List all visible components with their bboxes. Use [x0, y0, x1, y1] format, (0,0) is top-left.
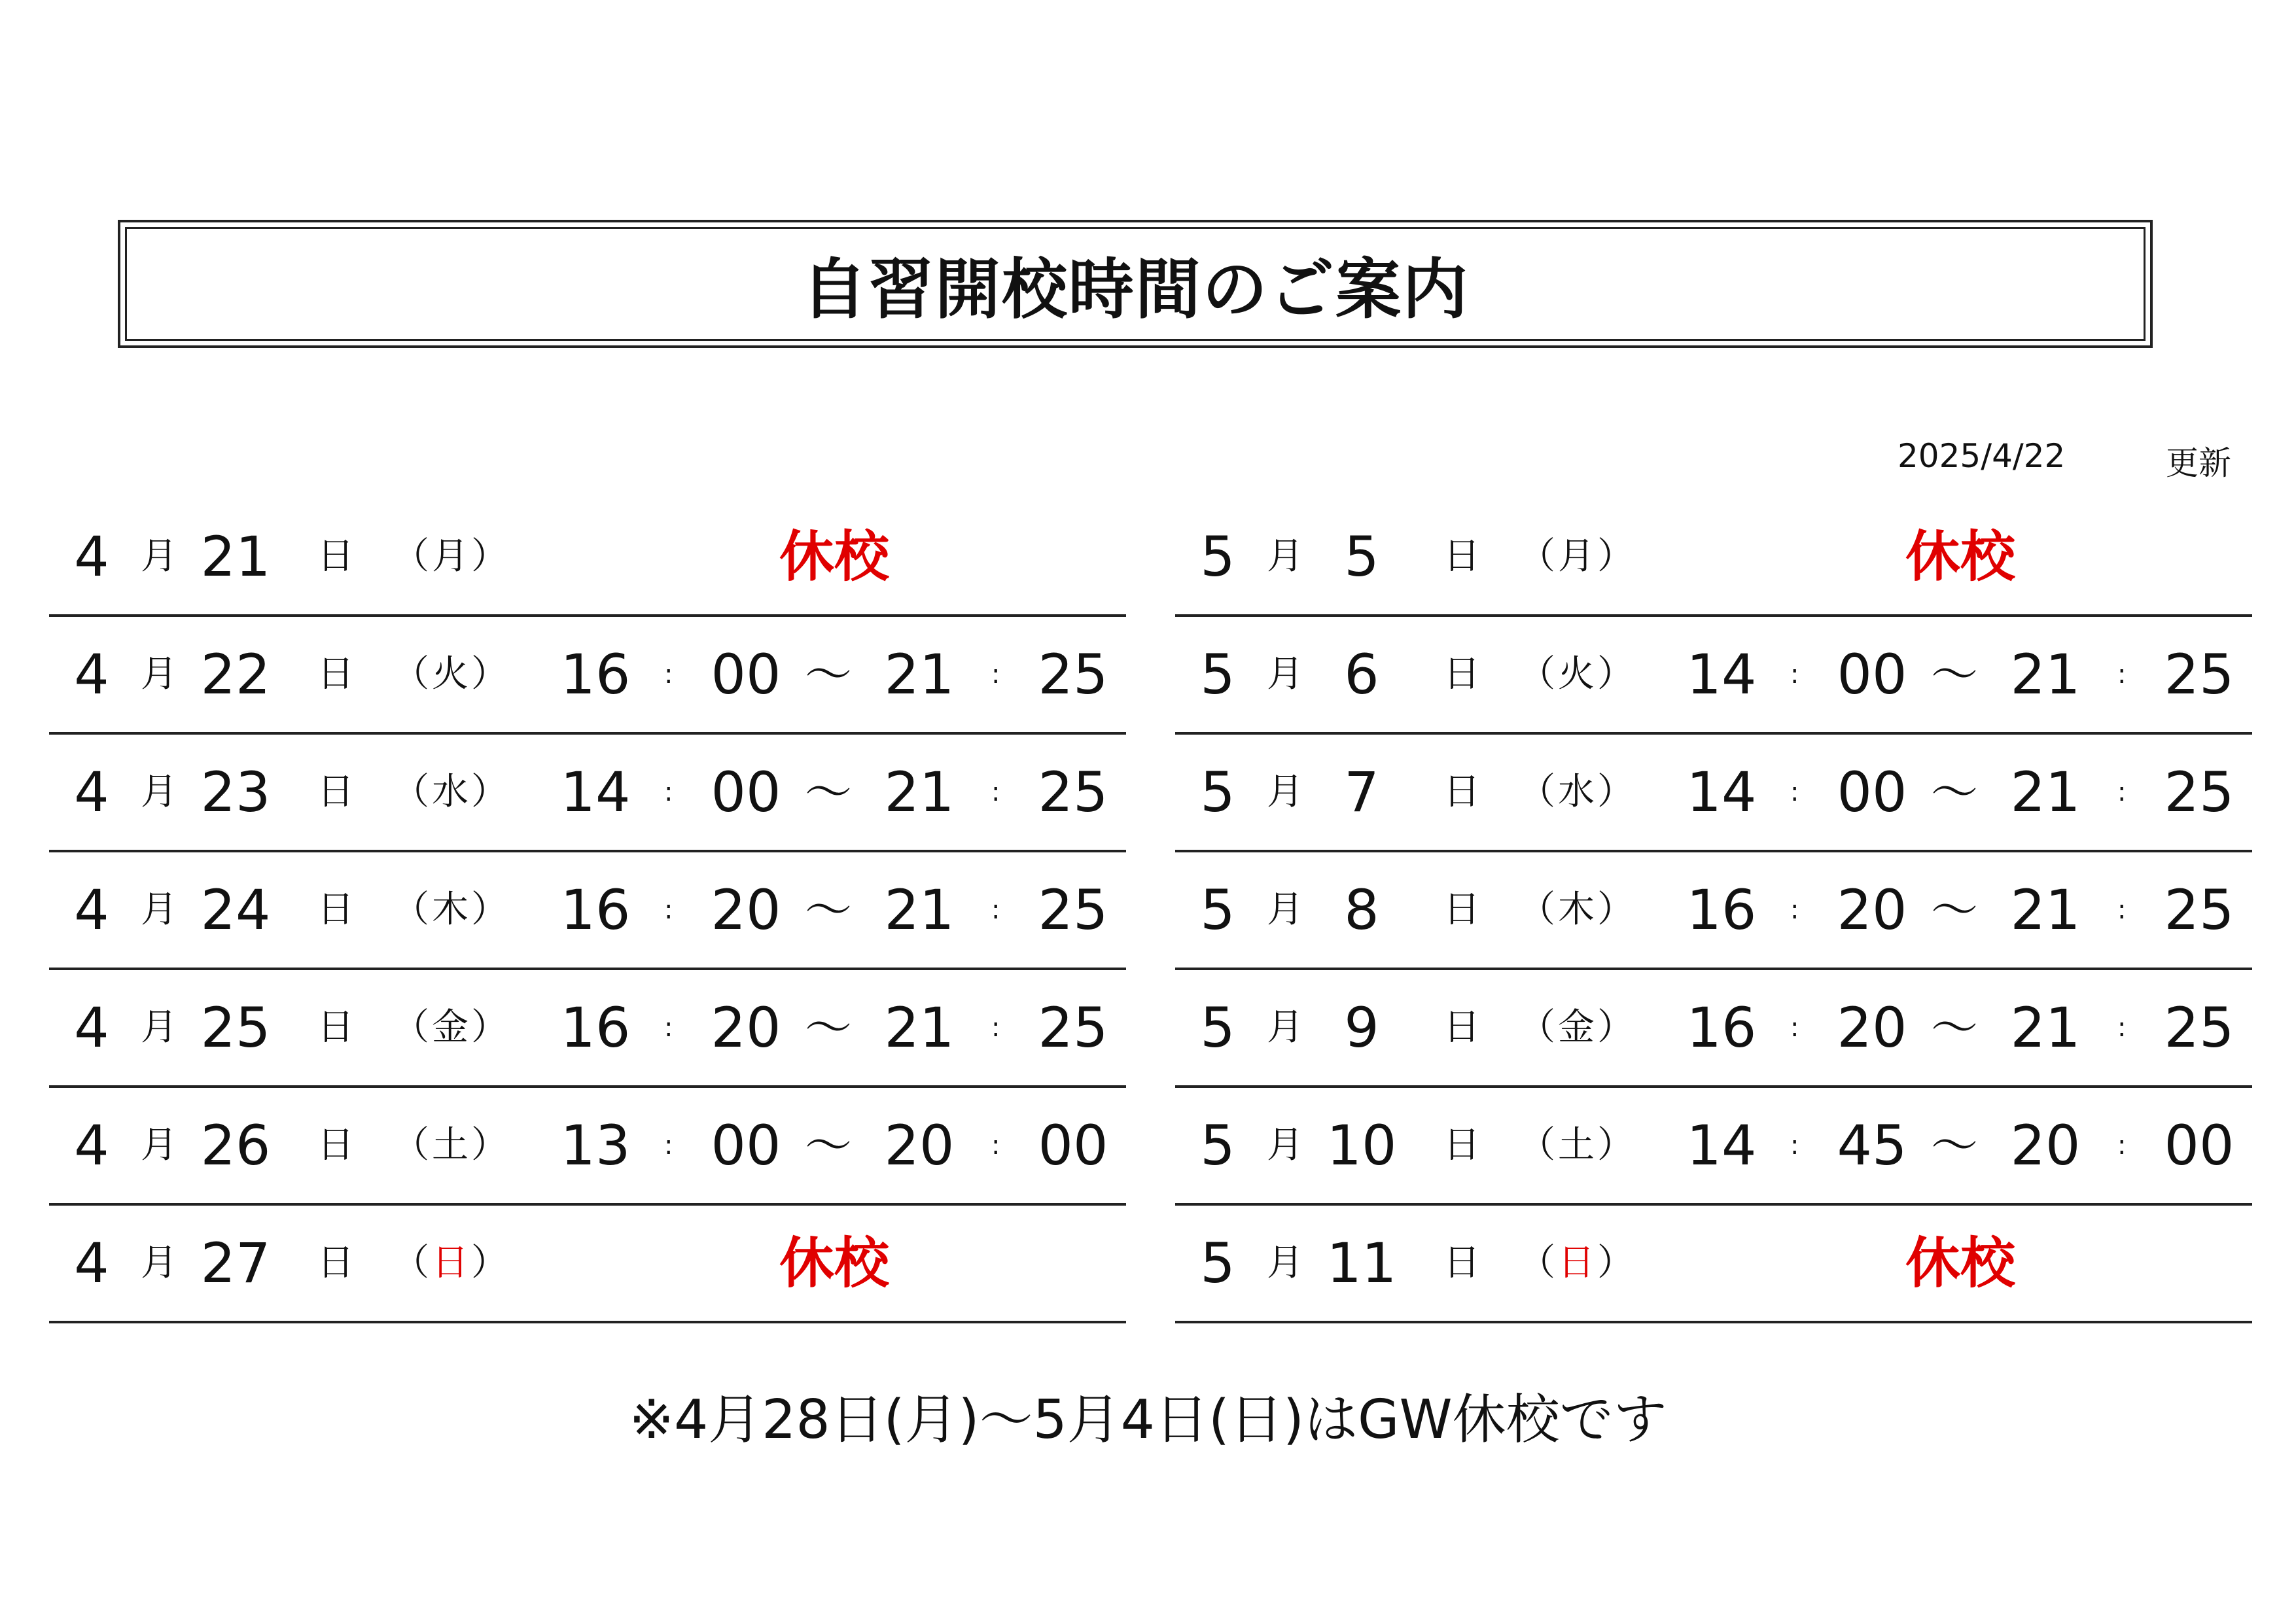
open-hour: 16 — [560, 642, 631, 707]
day-label: 日 — [317, 535, 354, 578]
open-hour: 14 — [1686, 642, 1757, 707]
close-hour: 21 — [2010, 642, 2081, 707]
time-range-separator: ～ — [1931, 1118, 1979, 1173]
page-title: 自習開校時間のご案内 — [802, 251, 1469, 328]
schedule-row — [1175, 735, 2252, 852]
close-hour: 21 — [884, 878, 955, 942]
close-minute: 25 — [2164, 996, 2234, 1060]
schedule-column-may — [1175, 499, 2252, 1323]
day-number: 27 — [200, 1231, 271, 1295]
month-number: 4 — [74, 760, 109, 824]
day-label: 日 — [1443, 1242, 1480, 1284]
close-hour: 21 — [2010, 996, 2081, 1060]
time-colon: : — [2117, 1013, 2127, 1043]
day-label: 日 — [317, 771, 354, 813]
day-label: 日 — [317, 888, 354, 931]
day-number: 21 — [200, 525, 271, 589]
day-number: 24 — [200, 878, 271, 942]
time-colon: : — [1790, 1013, 1799, 1043]
open-hour: 16 — [560, 996, 631, 1060]
time-colon: : — [1790, 895, 1799, 925]
month-number: 5 — [1200, 1231, 1235, 1295]
open-hour: 14 — [1686, 760, 1757, 824]
day-label: 日 — [317, 653, 354, 695]
day-number: 25 — [200, 996, 271, 1060]
weekday: （土） — [393, 1124, 510, 1166]
schedule-row — [1175, 852, 2252, 970]
weekday: （金） — [1519, 1006, 1636, 1049]
open-minute: 00 — [711, 760, 781, 824]
time-range-separator: ～ — [805, 882, 853, 937]
schedule-row — [49, 617, 1126, 735]
time-colon: : — [2117, 659, 2127, 689]
closed-label: 休校 — [779, 525, 889, 589]
month-label: 月 — [141, 535, 177, 578]
time-colon: : — [1790, 1130, 1799, 1161]
month-label: 月 — [1267, 1242, 1303, 1284]
closed-label: 休校 — [1905, 525, 2015, 589]
title-box — [118, 220, 2153, 348]
close-hour: 20 — [2010, 1113, 2081, 1178]
month-number: 5 — [1200, 642, 1235, 707]
time-colon: : — [2117, 777, 2127, 807]
schedule-row — [49, 499, 1126, 617]
day-number: 11 — [1326, 1231, 1397, 1295]
month-label: 月 — [141, 1124, 177, 1166]
schedule-row — [49, 1206, 1126, 1323]
day-number: 7 — [1344, 760, 1379, 824]
open-minute: 00 — [711, 642, 781, 707]
close-minute: 25 — [1038, 642, 1108, 707]
day-number: 22 — [200, 642, 271, 707]
open-minute: 20 — [711, 878, 781, 942]
schedule-row — [1175, 970, 2252, 1088]
day-number: 10 — [1326, 1113, 1397, 1178]
time-colon: : — [2117, 895, 2127, 925]
time-colon: : — [2117, 1130, 2127, 1161]
open-hour: 14 — [1686, 1113, 1757, 1178]
month-label: 月 — [141, 1242, 177, 1284]
schedule-row — [1175, 1206, 2252, 1323]
month-label: 月 — [1267, 653, 1303, 695]
closed-label: 休校 — [1905, 1231, 2015, 1295]
time-range-separator: ～ — [1931, 1000, 1979, 1055]
time-range-separator: ～ — [805, 765, 853, 820]
time-range-separator: ～ — [805, 1000, 853, 1055]
day-label: 日 — [1443, 653, 1480, 695]
close-hour: 21 — [2010, 878, 2081, 942]
weekday: （日） — [393, 1242, 510, 1284]
close-hour: 20 — [884, 1113, 955, 1178]
close-minute: 25 — [2164, 760, 2234, 824]
month-label: 月 — [141, 653, 177, 695]
weekday: （土） — [1519, 1124, 1636, 1166]
close-hour: 21 — [884, 642, 955, 707]
open-hour: 14 — [560, 760, 631, 824]
time-colon: : — [1790, 659, 1799, 689]
weekday: （水） — [393, 771, 510, 813]
time-colon: : — [991, 895, 1000, 925]
month-number: 5 — [1200, 996, 1235, 1060]
month-number: 4 — [74, 878, 109, 942]
close-minute: 25 — [1038, 760, 1108, 824]
updated-date: 2025/4/22 — [1898, 437, 2066, 475]
time-colon: : — [991, 1013, 1000, 1043]
close-hour: 21 — [884, 996, 955, 1060]
close-minute: 25 — [1038, 878, 1108, 942]
time-range-separator: ～ — [1931, 765, 1979, 820]
day-number: 8 — [1344, 878, 1379, 942]
time-colon: : — [664, 777, 673, 807]
month-label: 月 — [141, 771, 177, 813]
time-colon: : — [664, 1130, 673, 1161]
weekday: （火） — [1519, 653, 1636, 695]
open-minute: 00 — [1837, 642, 1907, 707]
month-label: 月 — [1267, 1006, 1303, 1049]
time-range-separator: ～ — [805, 1118, 853, 1173]
day-label: 日 — [1443, 771, 1480, 813]
sunday-marker: 日 — [432, 1242, 471, 1284]
day-number: 26 — [200, 1113, 271, 1178]
day-number: 5 — [1344, 525, 1379, 589]
day-label: 日 — [317, 1242, 354, 1284]
updated-info — [1898, 437, 2231, 484]
weekday: （日） — [1519, 1242, 1636, 1284]
day-number: 9 — [1344, 996, 1379, 1060]
day-label: 日 — [1443, 1124, 1480, 1166]
close-hour: 21 — [2010, 760, 2081, 824]
close-minute: 25 — [2164, 642, 2234, 707]
schedule-row — [1175, 1088, 2252, 1206]
schedule-row — [49, 735, 1126, 852]
weekday: （金） — [393, 1006, 510, 1049]
weekday: （木） — [1519, 888, 1636, 931]
open-minute: 20 — [1837, 878, 1907, 942]
weekday: （月） — [393, 535, 510, 578]
month-number: 5 — [1200, 878, 1235, 942]
day-label: 日 — [1443, 888, 1480, 931]
month-label: 月 — [1267, 1124, 1303, 1166]
time-colon: : — [991, 777, 1000, 807]
month-number: 5 — [1200, 525, 1235, 589]
month-number: 4 — [74, 642, 109, 707]
month-number: 4 — [74, 525, 109, 589]
open-minute: 45 — [1837, 1113, 1907, 1178]
closed-label: 休校 — [779, 1231, 889, 1295]
time-range-separator: ～ — [1931, 882, 1979, 937]
weekday: （木） — [393, 888, 510, 931]
day-label: 日 — [317, 1124, 354, 1166]
time-colon: : — [1790, 777, 1799, 807]
time-colon: : — [664, 895, 673, 925]
day-label: 日 — [317, 1006, 354, 1049]
open-minute: 00 — [1837, 760, 1907, 824]
close-minute: 25 — [1038, 996, 1108, 1060]
month-number: 4 — [74, 996, 109, 1060]
schedule-row — [1175, 617, 2252, 735]
month-label: 月 — [141, 1006, 177, 1049]
weekday: （火） — [393, 653, 510, 695]
day-number: 23 — [200, 760, 271, 824]
updated-label: 更新 — [2166, 444, 2231, 482]
open-minute: 20 — [711, 996, 781, 1060]
weekday: （水） — [1519, 771, 1636, 813]
day-label: 日 — [1443, 1006, 1480, 1049]
open-hour: 13 — [560, 1113, 631, 1178]
open-hour: 16 — [560, 878, 631, 942]
close-hour: 21 — [884, 760, 955, 824]
open-hour: 16 — [1686, 878, 1757, 942]
time-range-separator: ～ — [805, 647, 853, 702]
holiday-note: ※4月28日(月)～5月4日(日)はGW休校です — [629, 1389, 1667, 1451]
schedule-row — [49, 1088, 1126, 1206]
month-number: 5 — [1200, 760, 1235, 824]
month-number: 4 — [74, 1113, 109, 1178]
time-colon: : — [664, 1013, 673, 1043]
day-number: 6 — [1344, 642, 1379, 707]
month-label: 月 — [1267, 888, 1303, 931]
schedule-column-april — [49, 499, 1126, 1323]
time-colon: : — [991, 659, 1000, 689]
month-label: 月 — [1267, 535, 1303, 578]
close-minute: 00 — [1038, 1113, 1108, 1178]
time-range-separator: ～ — [1931, 647, 1979, 702]
month-number: 4 — [74, 1231, 109, 1295]
time-colon: : — [991, 1130, 1000, 1161]
close-minute: 25 — [2164, 878, 2234, 942]
open-minute: 20 — [1837, 996, 1907, 1060]
month-number: 5 — [1200, 1113, 1235, 1178]
day-label: 日 — [1443, 535, 1480, 578]
time-colon: : — [664, 659, 673, 689]
schedule-row — [1175, 499, 2252, 617]
sunday-marker: 日 — [1558, 1242, 1597, 1284]
month-label: 月 — [141, 888, 177, 931]
open-hour: 16 — [1686, 996, 1757, 1060]
close-minute: 00 — [2164, 1113, 2234, 1178]
open-minute: 00 — [711, 1113, 781, 1178]
weekday: （月） — [1519, 535, 1636, 578]
month-label: 月 — [1267, 771, 1303, 813]
schedule-row — [49, 970, 1126, 1088]
schedule-row — [49, 852, 1126, 970]
